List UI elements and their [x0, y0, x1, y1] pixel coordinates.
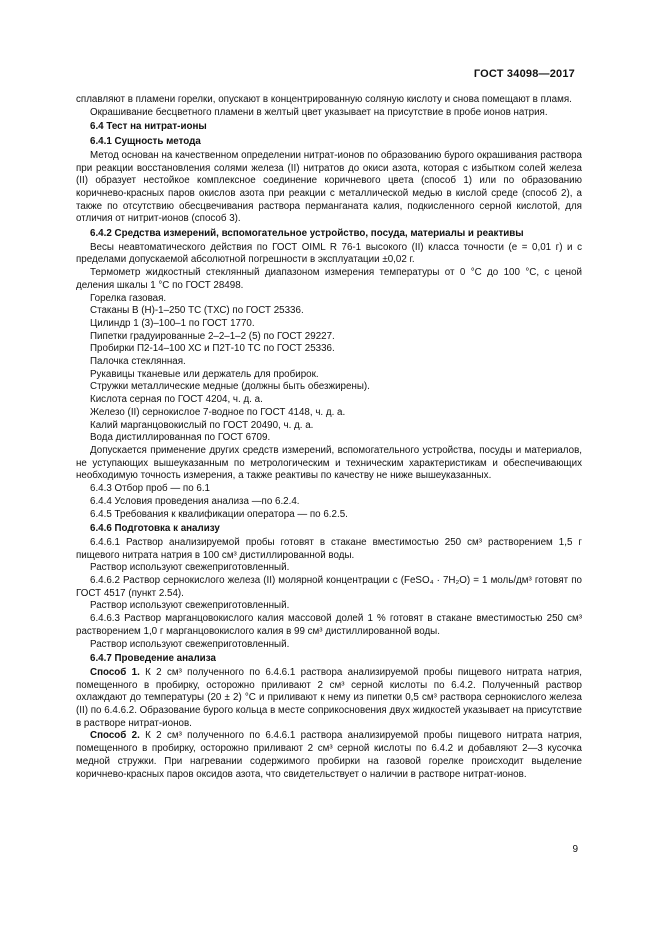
- subsection-heading: 6.4.1 Сущность метода: [90, 136, 201, 148]
- paragraph: Окрашивание бесцветного пламени в желтый цвет указывает на присутствие в пробе ионов натрия.: [90, 106, 548, 118]
- list-item: 6.4.3 Отбор проб — по 6.1: [90, 483, 210, 495]
- document-header: ГОСТ 34098—2017: [473, 68, 575, 80]
- paragraph: 6.4.6.2 Раствор сернокислого железа (II) молярной концентрации c (FeSO₄ · 7H₂O) = 1 моль/дм³ готовят по ГОСТ 4517 (пункт 2.54).: [76, 575, 582, 599]
- list-item: 6.4.4 Условия проведения анализа —по 6.2.4.: [90, 495, 300, 507]
- section-heading: 6.4 Тест на нитрат-ионы: [90, 121, 207, 133]
- list-item: Стаканы В (Н)-1–250 ТС (ТХС) по ГОСТ 25336.: [90, 305, 304, 317]
- list-item: Пипетки градуированные 2–2–1–2 (5) по ГОСТ 29227.: [90, 330, 335, 342]
- paragraph: сплавляют в пламени горелки, опускают в концентрированную соляную кислоту и снова помещают в пламя.: [76, 94, 572, 105]
- paragraph: Раствор используют свежеприготовленный.: [90, 638, 290, 650]
- paragraph: 6.4.6.3 Раствор марганцовокислого калия массовой долей 1 % готовят в стакане вместимостью 250 см³ растворением 1,0 г марганцовокислого калия в 99 см³ дистиллированной воды.: [76, 613, 582, 637]
- page-number: 9: [572, 844, 578, 855]
- list-item: Палочка стеклянная.: [90, 356, 186, 368]
- subsection-heading: 6.4.6 Подготовка к анализу: [90, 523, 220, 535]
- list-item: Пробирки П2-14–100 ХС и П2Т-10 ТС по ГОСТ 25336.: [90, 343, 335, 355]
- method-text: К 2 см³ полученного по 6.4.6.1 раствора анализируемой пробы пищевого нитрата натрия, помещенного в пробирку, осторожно приливают 2 см³ серной кислоты по 6.4.2. Полученный раствор охлаждают до температуры (20 ± 2) °С и приливают к нему из пипетки 0,5 см³ раствора сернокислого железа (II) по 6.4.6.2. Образование бурого кольца в месте соприкосновения двух жидкостей указывает на присутствие в растворе нитрат-ионов.: [76, 666, 582, 729]
- paragraph: Допускается применение других средств измерений, вспомогательного устройства, посуды и материалов, не уступающих вышеуказанным по метрологическим и техническим характеристикам и обеспечивающих необходимую точность измерения, а также реактивы по качеству не ниже вышеуказанных.: [76, 444, 582, 482]
- paragraph: 6.4.6.1 Раствор анализируемой пробы готовят в стакане вместимостью 250 см³ растворением 1,5 г пищевого нитрата натрия в 100 см³ дистиллированной воды.: [76, 536, 582, 561]
- equipment-list: [76, 293, 582, 445]
- list-item: Калий марганцовокислый по ГОСТ 20490, ч. д. а.: [90, 419, 314, 431]
- paragraph-method-2: [76, 730, 582, 781]
- paragraph-method-1: [76, 667, 582, 731]
- method-label: Способ 1.: [90, 666, 140, 678]
- clause-list: [76, 483, 582, 521]
- paragraph: Весы неавтоматического действия по ГОСТ OIML R 76-1 высокого (II) класса точности (e = 0,01 г) и с пределами допускаемой абсолютной погрешности в эксплуатации ±0,02 г.: [76, 241, 582, 266]
- list-item: Стружки металлические медные (должны быть обезжирены).: [90, 381, 370, 393]
- paragraph: Термометр жидкостный стеклянный диапазоном измерения температуры от 0 °С до 100 °С, с ценой деления шкалы 1 °С по ГОСТ 28498.: [76, 267, 582, 291]
- list-item: Цилиндр 1 (3)–100–1 по ГОСТ 1770.: [90, 317, 255, 329]
- paragraph: Метод основан на качественном определении нитрат-ионов по образованию бурого окрашивания раствора при реакции восстановления солями железа (II) нитратов до окиси азота, которая с избытком солей железа (II) образует нестойкое комплексное соединение коричневого цвета (способ 1) или по образованию коричнево-красных паров окислов азота при реакции с металлической медью в кислой среде (способ 2), а также по отсутствию обесцвечивания раствора перманганата калия, подкисленного серной кислотой, для отличия от нитрит-ионов (способ 3).: [76, 149, 582, 225]
- list-item: 6.4.5 Требования к квалификации оператора — по 6.2.5.: [90, 508, 348, 520]
- paragraph: Раствор используют свежеприготовленный.: [90, 562, 290, 574]
- page-body: [76, 94, 582, 781]
- list-item: Железо (II) сернокислое 7-водное по ГОСТ 4148, ч. д. а.: [90, 406, 346, 418]
- list-item: Рукавицы тканевые или держатель для пробирок.: [90, 368, 319, 380]
- list-item: Кислота серная по ГОСТ 4204, ч. д. а.: [90, 394, 263, 406]
- list-item: Вода дистиллированная по ГОСТ 6709.: [90, 432, 271, 444]
- paragraph: Раствор используют свежеприготовленный.: [90, 600, 290, 612]
- method-text: К 2 см³ полученного по 6.4.6.1 раствора анализируемой пробы пищевого нитрата натрия, помещенного в пробирку, осторожно приливают 2 см³ серной кислоты по 6.4.2 и добавляют 2—3 кусочка медной стружки. При нагревании содержимого пробирки на газовой горелке происходит выделение коричнево-красных паров оксидов азота, что свидетельствует о наличии в растворе нитрат-ионов.: [76, 730, 582, 780]
- subsection-heading: 6.4.2 Средства измерений, вспомогательное устройство, посуда, материалы и реактивы: [90, 228, 524, 240]
- subsection-heading: 6.4.7 Проведение анализа: [90, 653, 216, 665]
- method-label: Способ 2.: [90, 730, 140, 742]
- list-item: Горелка газовая.: [90, 292, 167, 304]
